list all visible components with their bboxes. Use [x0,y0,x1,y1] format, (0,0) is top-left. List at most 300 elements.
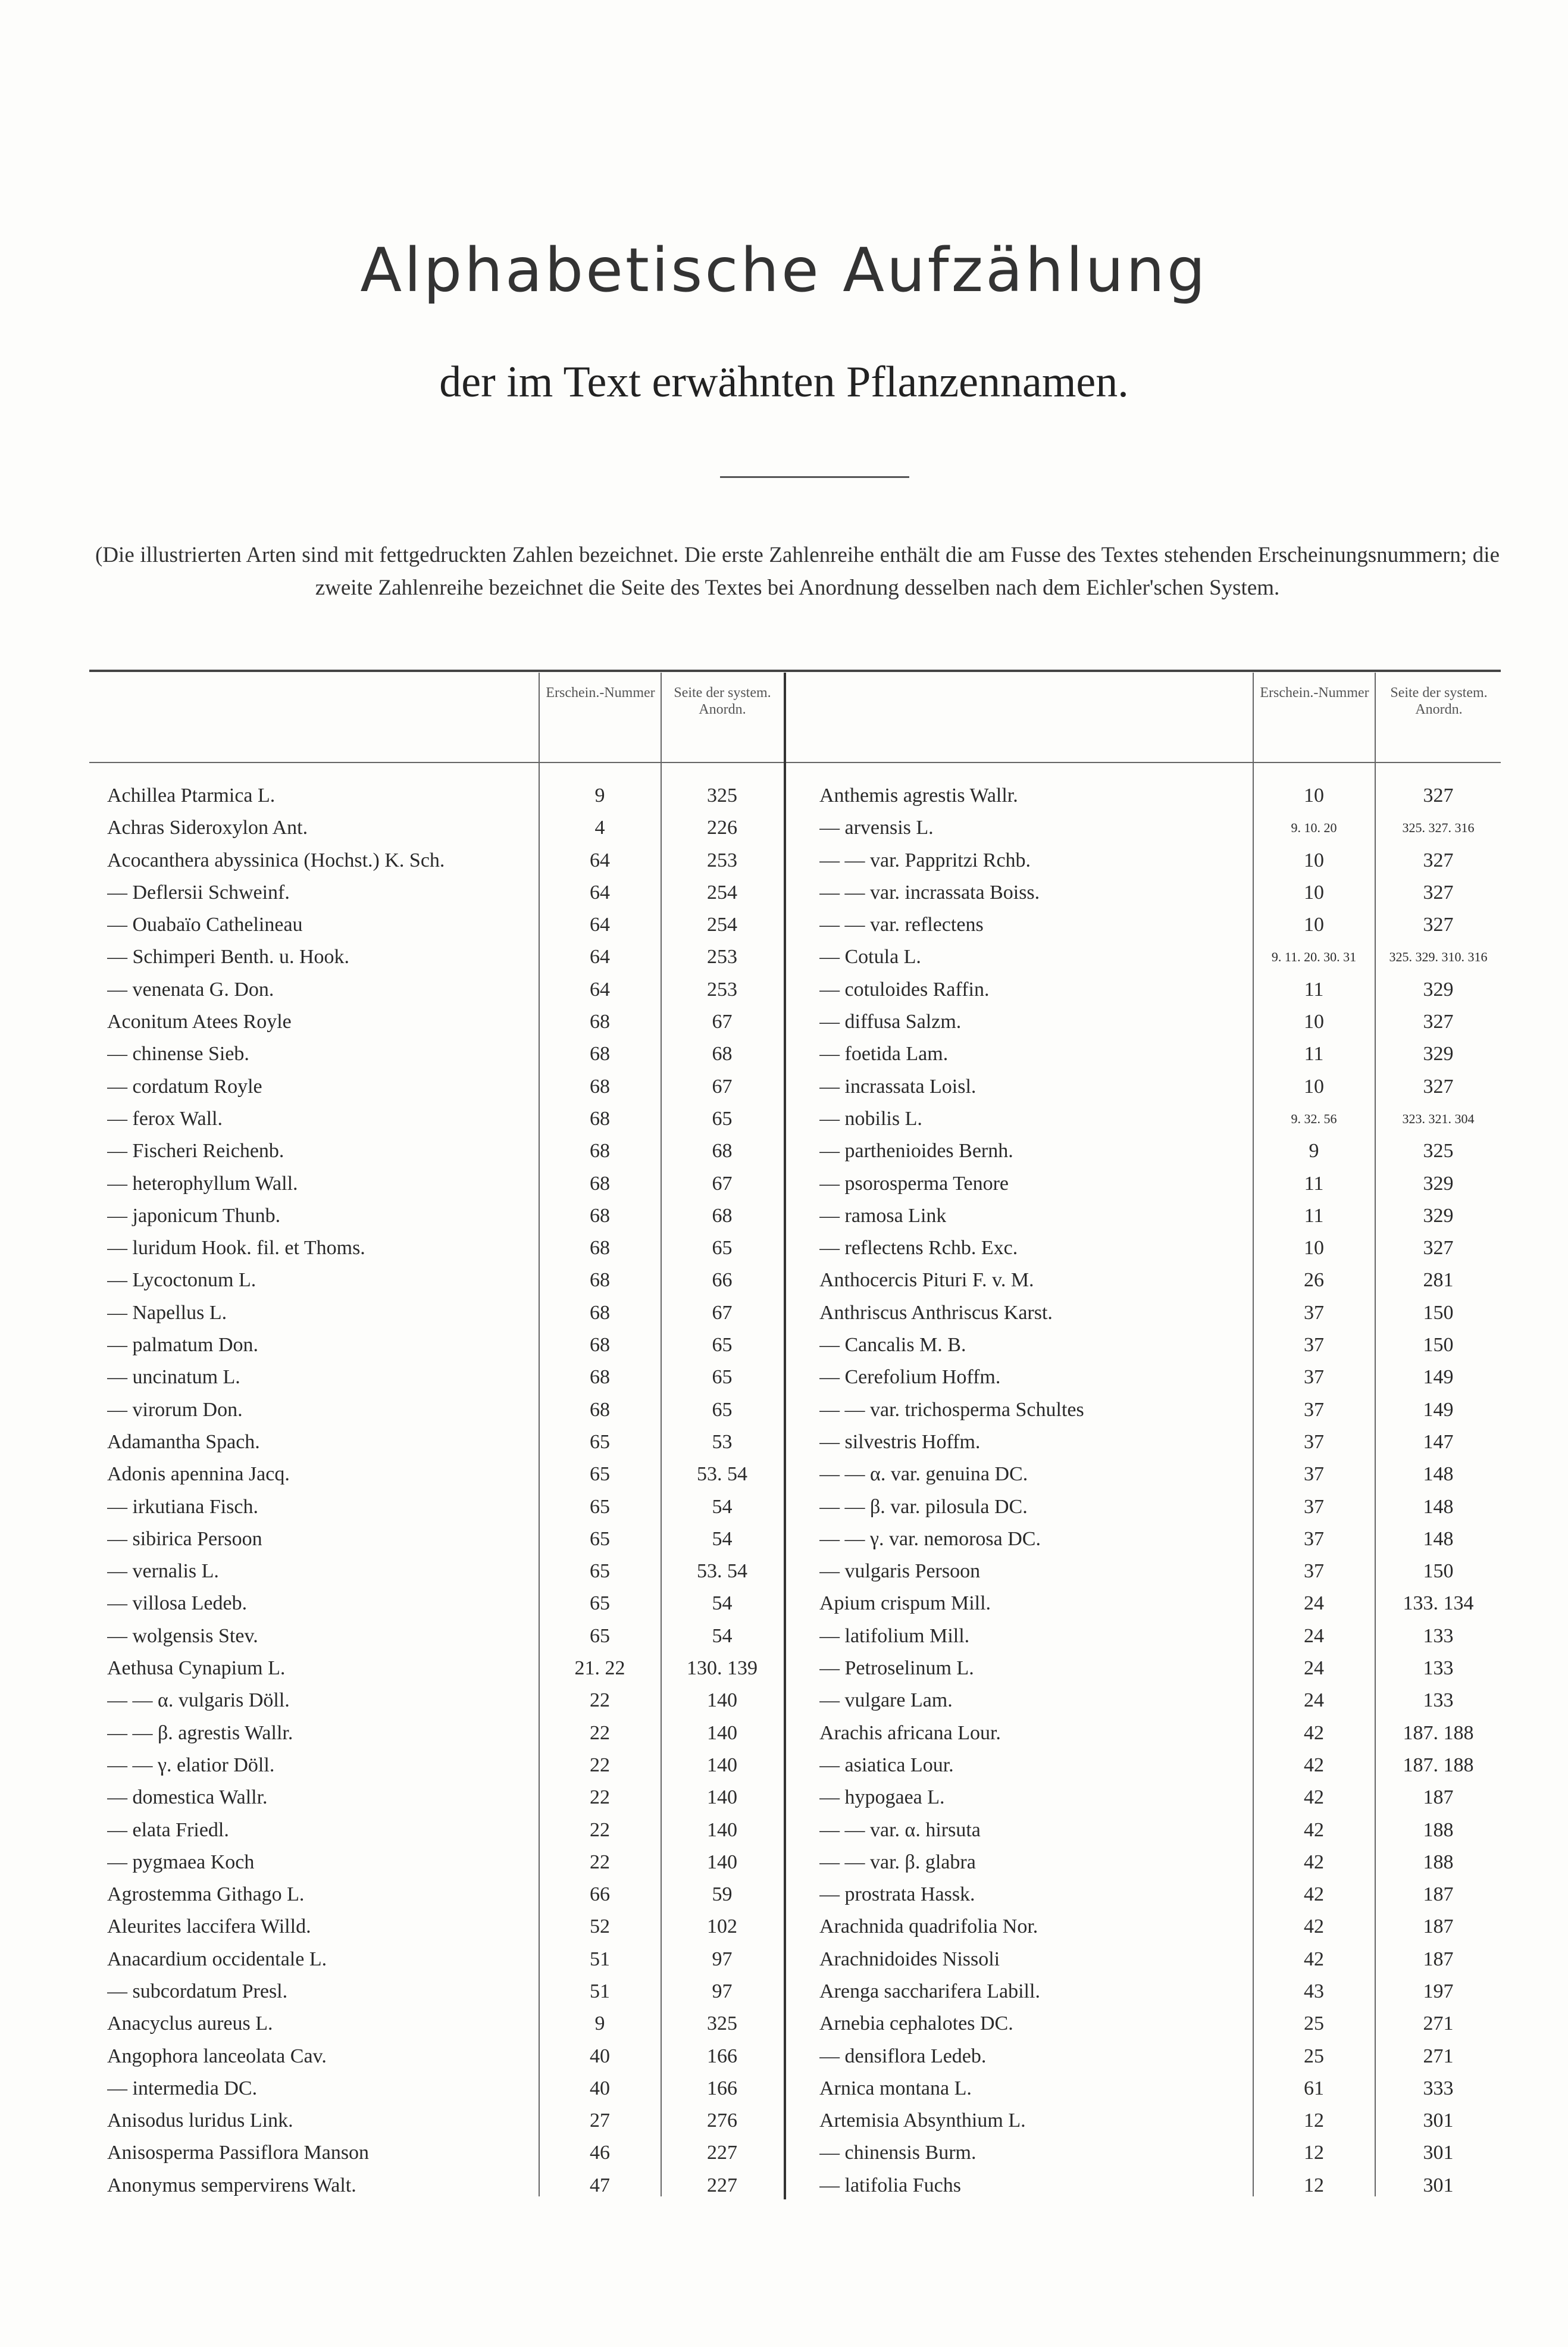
entry-row [786,1943,1560,1976]
appearance-number: 11 [1304,978,1324,1001]
plant-name: Anacyclus aureus L. [107,2012,273,2035]
page-number: 65 [712,1366,733,1389]
page-number: 53. 54 [697,1560,747,1583]
appearance-number: 21. 22 [574,1657,625,1680]
appearance-number: 22 [590,1851,610,1873]
plant-name: — Cerefolium Hoffm. [819,1366,1001,1389]
appearance-number: 26 [1304,1269,1324,1292]
plant-name: — intermedia DC. [107,2077,258,2099]
page-number: 187 [1423,1883,1454,1906]
appearance-number: 47 [590,2174,610,2196]
entry-row [0,1523,784,1555]
plant-name: — — var. β. glabra [819,1851,976,1873]
entry-row [0,1200,784,1232]
entry-row [786,1071,1560,1103]
entry-row [786,974,1560,1006]
appearance-number: 37 [1304,1560,1324,1583]
entry-row [0,1685,784,1717]
page-number: 140 [707,1689,737,1712]
appearance-number: 68 [590,1172,610,1195]
entry-row [0,1620,784,1652]
plant-name: — Ouabaïo Cathelineau [107,914,303,936]
appearance-number: 37 [1304,1463,1324,1486]
entry-row [786,1458,1560,1490]
plant-name: — pygmaea Koch [107,1851,255,1873]
plant-name: — parthenioides Bernh. [819,1140,1013,1162]
entry-row [786,1976,1560,2008]
appearance-number: 10 [1304,914,1324,936]
entry-row [0,1943,784,1976]
entry-row [786,877,1560,909]
plant-name: — japonicum Thunb. [107,1204,281,1227]
entry-row [786,1717,1560,1749]
entry-row [786,2137,1560,2169]
appearance-number: 25 [1304,2012,1324,2035]
appearance-number: 68 [590,1334,610,1357]
plant-name: Anthocercis Pituri F. v. M. [819,1269,1034,1292]
entry-row [0,2137,784,2169]
page-number: 68 [712,1140,733,1162]
appearance-number: 66 [590,1883,610,1906]
appearance-number: 37 [1304,1527,1324,1550]
plant-name: Anacardium occidentale L. [107,1948,327,1970]
appearance-number: 51 [590,1980,610,2002]
page-number: 140 [707,1721,737,1744]
appearance-number: 68 [590,1043,610,1065]
appearance-number: 42 [1304,1721,1324,1744]
page-number: 187. 188 [1403,1754,1474,1776]
plant-name: — Fischeri Reichenb. [107,1140,284,1162]
page-number: 54 [712,1495,733,1518]
entry-row [786,1523,1560,1555]
plant-name: — psorosperma Tenore [819,1172,1009,1195]
appearance-number: 9. 11. 20. 30. 31 [1271,949,1357,965]
appearance-number: 68 [590,1237,610,1260]
appearance-number: 11 [1304,1172,1324,1195]
plant-name: — — β. var. pilosula DC. [819,1495,1028,1518]
entry-row [0,2073,784,2105]
appearance-number: 68 [590,1075,610,1098]
plant-name: Arachis africana Lour. [819,1721,1001,1744]
entry-row [786,1038,1560,1070]
page-number: 329 [1423,1043,1454,1065]
page-number: 327 [1423,1237,1454,1260]
appearance-number: 10 [1304,1011,1324,1033]
plant-name: Anisodus luridus Link. [107,2110,293,2132]
appearance-number: 10 [1304,849,1324,871]
plant-name: Achillea Ptarmica L. [107,785,276,807]
page-number: 67 [712,1075,733,1098]
plant-name: — cotuloides Raffin. [819,978,990,1001]
entry-row [0,2105,784,2137]
page-number: 166 [707,2077,737,2099]
plant-name: Adamantha Spach. [107,1430,260,1453]
entry-row [0,1135,784,1167]
entry-row [786,1006,1560,1038]
entry-row [786,1846,1560,1879]
entry-row [0,2008,784,2040]
entry-row [786,1361,1560,1393]
appearance-number: 64 [590,946,610,968]
page-number: 254 [707,881,737,904]
page-number: 97 [712,1948,733,1970]
appearance-number: 10 [1304,881,1324,904]
page-number: 329 [1423,1204,1454,1227]
plant-name: Anthriscus Anthriscus Karst. [819,1301,1053,1324]
entry-row [0,1911,784,1943]
entry-row [786,1297,1560,1329]
entry-row [786,2105,1560,2137]
page-number: 150 [1423,1301,1454,1324]
appearance-number: 68 [590,1140,610,1162]
page-number: 276 [707,2110,737,2132]
page-number: 148 [1423,1527,1454,1550]
appearance-number: 37 [1304,1495,1324,1518]
plant-name: Aconitum Atees Royle [107,1011,292,1033]
appearance-number: 9 [1309,1140,1319,1162]
plant-name: — vernalis L. [107,1560,219,1583]
plant-name: — — β. agrestis Wallr. [107,1721,293,1744]
appearance-number: 68 [590,1011,610,1033]
appearance-number: 68 [590,1269,610,1292]
appearance-number: 65 [590,1430,610,1453]
appearance-number: 27 [590,2110,610,2132]
plant-name: — reflectens Rchb. Exc. [819,1237,1018,1260]
appearance-number: 68 [590,1107,610,1130]
page-number: 329 [1423,1172,1454,1195]
plant-name: — ferox Wall. [107,1107,223,1130]
plant-name: Angophora lanceolata Cav. [107,2045,327,2067]
plant-name: — subcordatum Presl. [107,1980,288,2002]
plant-name: — silvestris Hoffm. [819,1430,981,1453]
page-number: 133 [1423,1689,1454,1712]
page-number: 149 [1423,1398,1454,1421]
appearance-number: 4 [594,817,605,839]
plant-name: Acocanthera abyssinica (Hochst.) K. Sch. [107,849,445,871]
appearance-number: 22 [590,1721,610,1744]
plant-name: — Deflersii Schweinf. [107,881,290,904]
entry-row [786,1232,1560,1264]
entry-row [786,1749,1560,1782]
plant-name: — wolgensis Stev. [107,1624,258,1647]
page-number: 53. 54 [697,1463,747,1486]
plant-name: Apium crispum Mill. [819,1592,991,1615]
appearance-number: 37 [1304,1301,1324,1324]
page-number: 227 [707,2142,737,2164]
entry-row [786,1620,1560,1652]
page-number: 188 [1423,1818,1454,1841]
plant-name: — Petroselinum L. [819,1657,974,1680]
entry-row [0,1749,784,1782]
page-number: 327 [1423,785,1454,807]
entry-row [786,1264,1560,1296]
page-number: 271 [1423,2012,1454,2035]
entry-row [0,1879,784,1911]
appearance-number: 24 [1304,1689,1324,1712]
page-number: 54 [712,1592,733,1615]
entry-row [0,2170,784,2202]
entry-row [786,1491,1560,1523]
plant-name: — — γ. elatior Döll. [107,1754,275,1776]
plant-name: — densiflora Ledeb. [819,2045,987,2067]
page-number: 148 [1423,1463,1454,1486]
page-number: 59 [712,1883,733,1906]
plant-name: Aethusa Cynapium L. [107,1657,286,1680]
appearance-number: 12 [1304,2174,1324,2196]
entry-row [786,1200,1560,1232]
page-number: 140 [707,1818,737,1841]
page-number: 68 [712,1043,733,1065]
plant-name: — vulgare Lam. [819,1689,953,1712]
plant-name: Achras Sideroxylon Ant. [107,817,308,839]
plant-name: — palmatum Don. [107,1334,259,1357]
entry-row [786,941,1560,973]
plant-name: Agrostemma Githago L. [107,1883,305,1906]
right-column [786,780,1560,2202]
appearance-number: 42 [1304,1851,1324,1873]
entry-row [0,1168,784,1200]
page-number: 301 [1423,2110,1454,2132]
plant-name: — cordatum Royle [107,1075,262,1098]
page-subtitle: der im Text erwähnten Pflanzennamen. [439,358,1129,407]
entry-row [0,845,784,877]
plant-name: — latifolia Fuchs [819,2174,961,2196]
plant-name: — asiatica Lour. [819,1754,954,1776]
plant-name: — — var. α. hirsuta [819,1818,981,1841]
plant-name: — domestica Wallr. [107,1786,268,1809]
page-number: 327 [1423,881,1454,904]
plant-name: — — α. var. genuina DC. [819,1463,1028,1486]
appearance-number: 24 [1304,1657,1324,1680]
table-top-rule [89,670,1501,672]
page-number: 67 [712,1011,733,1033]
entry-row [0,1458,784,1490]
appearance-number: 10 [1304,785,1324,807]
plant-name: — hypogaea L. [819,1786,945,1809]
plant-name: Arachnidoides Nissoli [819,1948,1000,1970]
appearance-number: 64 [590,881,610,904]
page-number: 148 [1423,1495,1454,1518]
appearance-number: 65 [590,1463,610,1486]
entry-row [0,941,784,973]
appearance-number: 52 [590,1915,610,1938]
appearance-number: 11 [1304,1204,1324,1227]
page-number: 150 [1423,1560,1454,1583]
appearance-number: 10 [1304,1075,1324,1098]
page-number: 140 [707,1851,737,1873]
header-left-number: Erschein.-Nummer [546,685,655,701]
page-number: 97 [712,1980,733,2002]
entry-row [786,2040,1560,2073]
page-number: 327 [1423,849,1454,871]
appearance-number: 65 [590,1527,610,1550]
entry-row [786,812,1560,844]
appearance-number: 37 [1304,1334,1324,1357]
page-number: 133. 134 [1403,1592,1474,1615]
entry-row [0,1846,784,1879]
page-number: 147 [1423,1430,1454,1453]
page-number: 65 [712,1107,733,1130]
plant-name: — prostrata Hassk. [819,1883,975,1906]
appearance-number: 65 [590,1495,610,1518]
entry-row [786,780,1560,812]
entry-row [0,1361,784,1393]
page-number: 253 [707,849,737,871]
entry-row [0,1232,784,1264]
appearance-number: 43 [1304,1980,1324,2002]
entry-row [0,812,784,844]
plant-name: Arnica montana L. [819,2077,972,2099]
plant-name: — chinense Sieb. [107,1043,249,1065]
entry-row [786,1652,1560,1685]
entry-row [0,1103,784,1135]
entry-row [786,1782,1560,1814]
page-number: 226 [707,817,737,839]
header-right-number: Erschein.-Nummer [1260,685,1369,701]
appearance-number: 12 [1304,2110,1324,2132]
plant-name: — Napellus L. [107,1301,227,1324]
appearance-number: 10 [1304,1237,1324,1260]
page-number: 187 [1423,1786,1454,1809]
plant-name: — sibirica Persoon [107,1527,262,1550]
plant-name: — virorum Don. [107,1398,243,1421]
plant-name: — — α. vulgaris Döll. [107,1689,290,1712]
page-number: 130. 139 [687,1657,758,1680]
page-number: 54 [712,1527,733,1550]
plant-name: — villosa Ledeb. [107,1592,248,1615]
appearance-number: 9. 32. 56 [1291,1111,1337,1126]
page-title: Alphabetische Aufzählung [360,235,1208,306]
entry-row [0,780,784,812]
page-number: 253 [707,946,737,968]
appearance-number: 9 [594,785,605,807]
plant-name: — vulgaris Persoon [819,1560,981,1583]
plant-name: — Cancalis M. B. [819,1334,966,1357]
page-number: 140 [707,1786,737,1809]
appearance-number: 37 [1304,1366,1324,1389]
page-number: 149 [1423,1366,1454,1389]
page-number: 67 [712,1172,733,1195]
entry-row [786,2008,1560,2040]
appearance-number: 42 [1304,1754,1324,1776]
plant-name: — uncinatum L. [107,1366,240,1389]
entry-row [786,845,1560,877]
page-number: 197 [1423,1980,1454,2002]
entry-row [0,1491,784,1523]
appearance-number: 64 [590,849,610,871]
entry-row [786,1168,1560,1200]
appearance-number: 42 [1304,1915,1324,1938]
appearance-number: 37 [1304,1430,1324,1453]
entry-row [0,1717,784,1749]
plant-name: Arenga saccharifera Labill. [819,1980,1040,2002]
page-number: 327 [1423,1075,1454,1098]
appearance-number: 64 [590,914,610,936]
page-number: 323. 321. 304 [1402,1111,1475,1126]
entry-row [786,909,1560,941]
plant-name: — latifolium Mill. [819,1624,970,1647]
page-number: 325 [707,785,737,807]
plant-name: — elata Friedl. [107,1818,229,1841]
entry-row [0,1297,784,1329]
appearance-number: 65 [590,1624,610,1647]
plant-name: — arvensis L. [819,817,934,839]
plant-name: — heterophyllum Wall. [107,1172,298,1195]
page-number: 333 [1423,2077,1454,2099]
appearance-number: 42 [1304,1818,1324,1841]
page-number: 133 [1423,1624,1454,1647]
appearance-number: 65 [590,1592,610,1615]
entry-row [0,974,784,1006]
plant-name: — — γ. var. nemorosa DC. [819,1527,1041,1550]
entry-row [786,1394,1560,1426]
plant-name: — — var. Pappritzi Rchb. [819,849,1031,871]
plant-name: Adonis apennina Jacq. [107,1463,290,1486]
page-number: 133 [1423,1657,1454,1680]
appearance-number: 22 [590,1689,610,1712]
entry-row [0,1426,784,1458]
entry-row [0,2040,784,2073]
plant-name: — ramosa Link [819,1204,947,1227]
plant-name: — — var. incrassata Boiss. [819,881,1040,904]
entry-row [0,877,784,909]
entry-row [0,909,784,941]
plant-name: Aleurites laccifera Willd. [107,1915,311,1938]
page-number: 187 [1423,1915,1454,1938]
appearance-number: 51 [590,1948,610,1970]
plant-name: — Schimperi Benth. u. Hook. [107,946,350,968]
plant-name: — nobilis L. [819,1107,922,1130]
page-number: 65 [712,1237,733,1260]
plant-name: Anisosperma Passiflora Manson [107,2142,370,2164]
appearance-number: 61 [1304,2077,1324,2099]
appearance-number: 42 [1304,1948,1324,1970]
plant-name: — — var. trichosperma Schultes [819,1398,1084,1421]
appearance-number: 64 [590,978,610,1001]
intro-note: (Die illustrierten Arten sind mit fettgedruckten Zahlen bezeichnet. Die erste Zahlenreihe enthält die am Fusse des Textes stehenden Erscheinungsnummern; die zweite Zahlenreihe bezeichnet die Seite des Textes bei Anordnung desselben nach dem Eichler'schen System. [95,543,1500,600]
plant-name: — Lycoctonum L. [107,1269,256,1292]
title-divider [720,476,909,478]
appearance-number: 22 [590,1818,610,1841]
appearance-number: 24 [1304,1624,1324,1647]
plant-name: Anthemis agrestis Wallr. [819,785,1018,807]
entry-row [786,1135,1560,1167]
page-number: 53 [712,1430,733,1453]
appearance-number: 68 [590,1398,610,1421]
entry-row [0,1329,784,1361]
page-number: 325 [707,2012,737,2035]
page-number: 66 [712,1269,733,1292]
entry-row [0,1587,784,1620]
page-number: 329 [1423,978,1454,1001]
plant-name: — Cotula L. [819,946,921,968]
plant-name: — venenata G. Don. [107,978,274,1001]
page-number: 65 [712,1398,733,1421]
appearance-number: 22 [590,1786,610,1809]
appearance-number: 42 [1304,1883,1324,1906]
entry-row [786,1329,1560,1361]
plant-name: — diffusa Salzm. [819,1011,962,1033]
appearance-number: 22 [590,1754,610,1776]
page-number: 102 [707,1915,737,1938]
plant-name: — luridum Hook. fil. et Thoms. [107,1237,365,1260]
page-number: 67 [712,1301,733,1324]
appearance-number: 11 [1304,1043,1324,1065]
page-number: 166 [707,2045,737,2067]
plant-name: Anonymus sempervirens Walt. [107,2174,356,2196]
appearance-number: 68 [590,1301,610,1324]
page-number: 271 [1423,2045,1454,2067]
